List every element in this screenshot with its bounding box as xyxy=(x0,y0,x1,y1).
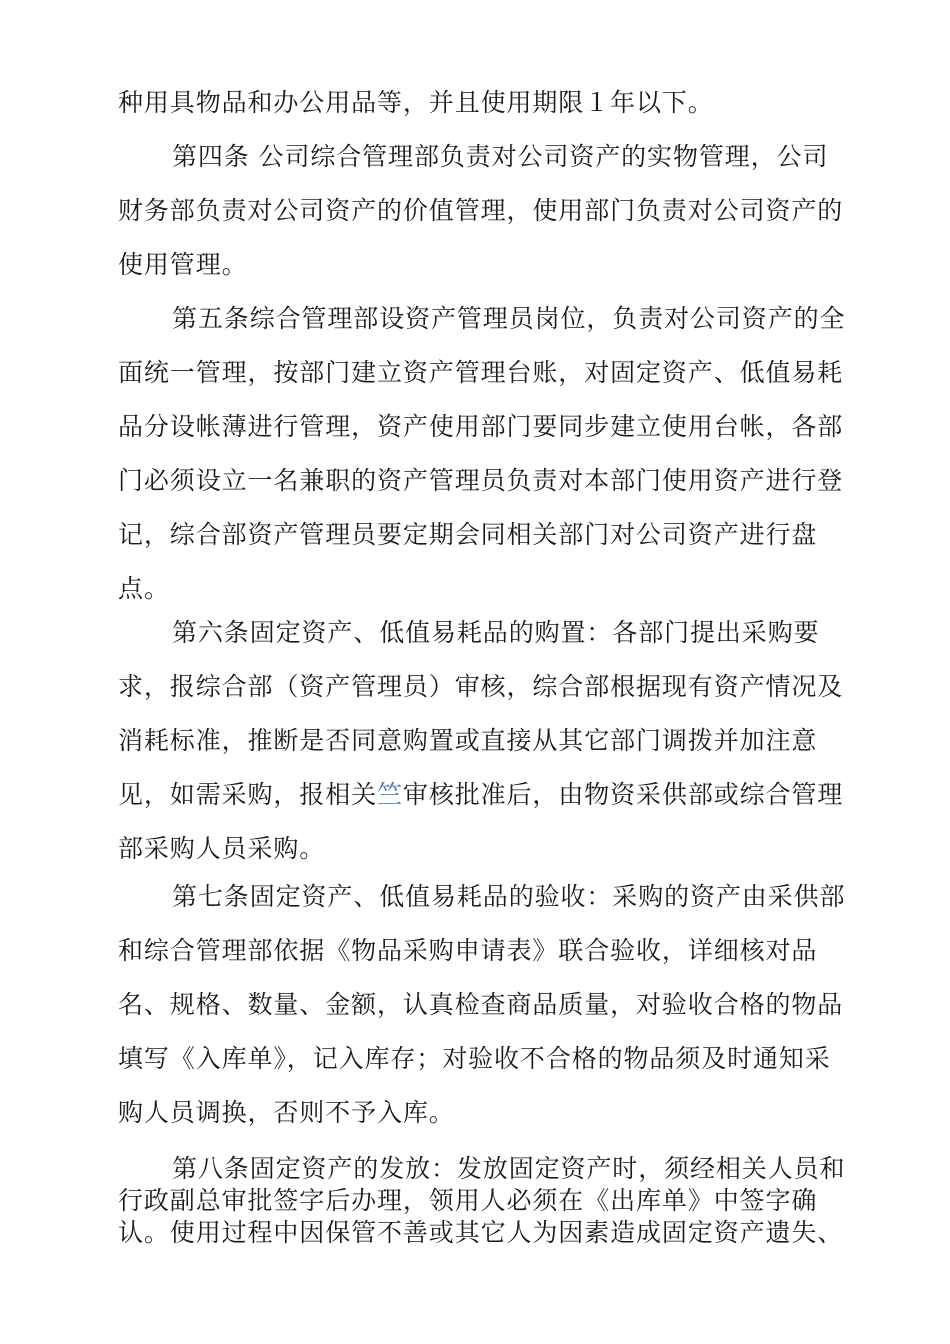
text-line: 第八条固定资产的发放：发放固定资产时，须经相关人员和 xyxy=(172,1154,846,1183)
paragraph-continuation xyxy=(118,76,848,130)
text-line: 第七条固定资产、低值易耗品的验收：采购的资产由采供部 xyxy=(172,882,846,911)
text-line: 填写《入库单》，记入库存；对验收不合格的物品须及时通知采 xyxy=(118,1044,831,1073)
text-line: 认。使用过程中因保管不善或其它人为因素造成固定资产遗失、 xyxy=(118,1218,844,1247)
text-line: 部采购人员采购。 xyxy=(118,834,326,863)
text-segment: 审核批准后，由物资采供部或综合管理 xyxy=(402,780,844,809)
text-line: 品分设帐薄进行管理，资产使用部门要同步建立使用台帐，各部 xyxy=(118,412,844,441)
paragraph-article-4 xyxy=(118,130,848,292)
text-line: 门必须设立一名兼职的资产管理员负责对本部门使用资产进行登 xyxy=(118,466,844,495)
text-line: 种用具物品和办公用品等，并且使用期限１年以下。 xyxy=(118,88,714,117)
paragraph-article-6 xyxy=(118,606,848,876)
paragraph-article-7 xyxy=(118,870,848,1140)
text-line: 第五条综合管理部设资产管理员岗位，负责对公司资产的全 xyxy=(172,304,846,333)
text-line: 名、规格、数量、金额，认真检查商品质量，对验收合格的物品 xyxy=(118,990,844,1019)
text-line: 财务部负责对公司资产的价值管理，使用部门负责对公司资产的 xyxy=(118,196,844,225)
text-line: 点。 xyxy=(118,574,170,603)
highlighted-character: 竺 xyxy=(377,780,403,809)
text-line: 记，综合部资产管理员要定期会同相关部门对公司资产进行盘 xyxy=(118,520,818,549)
text-line: 和综合管理部依据《物品采购申请表》联合验收，详细核对品 xyxy=(118,936,818,965)
text-line: 求，报综合部（资产管理员）审核，综合部根据现有资产情况及 xyxy=(118,672,844,701)
text-line: 面统一管理，按部门建立资产管理台账，对固定资产、低值易耗 xyxy=(118,358,844,387)
text-line: 消耗标准，推断是否同意购置或直接从其它部门调拨并加注意 xyxy=(118,726,818,755)
text-line: 第六条固定资产、低值易耗品的购置：各部门提出采购要 xyxy=(172,618,820,647)
text-line: 第四条 公司综合管理部负责对公司资产的实物管理，公司 xyxy=(172,142,829,171)
text-line: 使用管理。 xyxy=(118,250,248,279)
text-line: 行政副总审批签字后办理，领用人必须在《出库单》中签字确 xyxy=(118,1186,818,1215)
text-line-with-highlight xyxy=(118,768,848,822)
paragraph-article-8 xyxy=(118,1153,848,1249)
paragraph-article-5 xyxy=(118,292,848,616)
text-line: 购人员调换，否则不予入库。 xyxy=(118,1098,455,1127)
text-segment: 见，如需采购，报相关 xyxy=(118,780,378,809)
